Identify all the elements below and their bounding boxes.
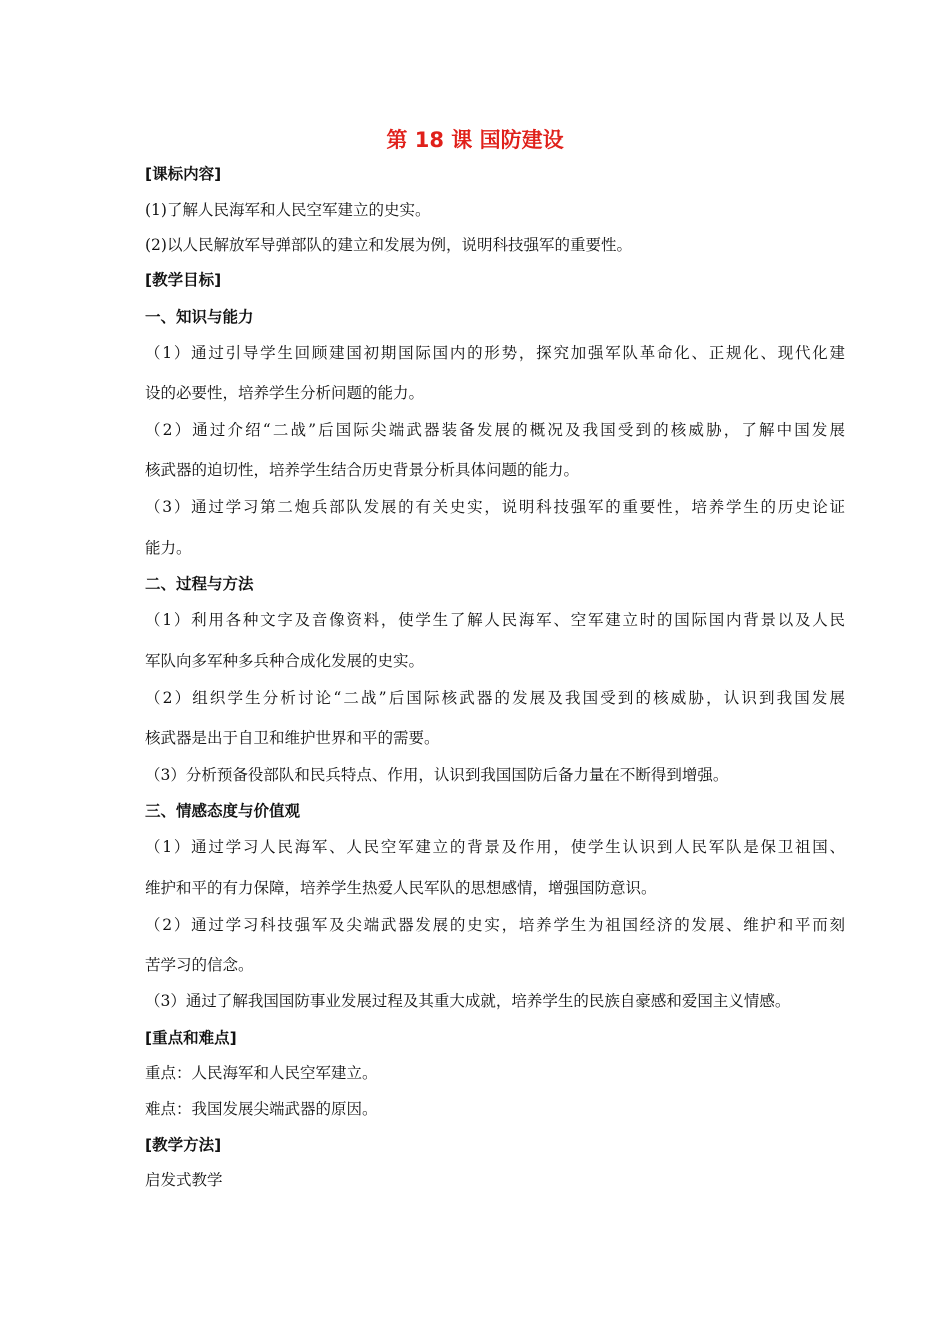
- values-item-3: （3）通过了解我国国防事业发展过程及其重大成就，培养学生的民族自豪感和爱国主义情感。: [145, 992, 791, 1010]
- subheading-knowledge: 一、知识与能力: [145, 308, 254, 326]
- lesson-title: 第 18 课 国防建设: [386, 128, 564, 152]
- values-item-2-line-1: （2）通过学习科技强军及尖端武器发展的史实，培养学生为祖国经济的发展、维护和平而刻: [145, 916, 845, 934]
- section-heading-method: [教学方法]: [145, 1136, 222, 1154]
- knowledge-item-3-line-1: （3）通过学习第二炮兵部队发展的有关史实，说明科技强军的重要性，培养学生的历史论证: [145, 498, 845, 516]
- values-item-1-line-1: （1）通过学习人民海军、人民空军建立的背景及作用，使学生认识到人民军队是保卫祖国、: [145, 838, 845, 856]
- section-heading-key-points: [重点和难点]: [145, 1029, 237, 1047]
- section-heading-objectives: [教学目标]: [145, 271, 222, 289]
- process-item-1-line-1: （1）利用各种文字及音像资料，使学生了解人民海军、空军建立时的国际国内背景以及人民: [145, 611, 845, 629]
- teaching-method: 启发式教学: [145, 1171, 223, 1189]
- values-item-2-line-2: 苦学习的信念。: [145, 956, 254, 974]
- knowledge-item-2-line-1: （2）通过介绍“二战”后国际尖端武器装备发展的概况及我国受到的核威胁，了解中国发展: [145, 421, 845, 439]
- subheading-process: 二、过程与方法: [145, 575, 254, 593]
- values-item-1-line-2: 维护和平的有力保障，培养学生热爱人民军队的思想感情，增强国防意识。: [145, 879, 657, 897]
- knowledge-item-2-line-2: 核武器的迫切性，培养学生结合历史背景分析具体问题的能力。: [145, 461, 580, 479]
- subheading-values: 三、情感态度与价值观: [145, 802, 301, 820]
- process-item-1-line-2: 军队向多军种多兵种合成化发展的史实。: [145, 652, 425, 670]
- process-item-2-line-2: 核武器是出于自卫和维护世界和平的需要。: [145, 729, 440, 747]
- difficult-point: 难点：我国发展尖端武器的原因。: [145, 1100, 378, 1118]
- curriculum-item-1: (1)了解人民海军和人民空军建立的史实。: [145, 201, 431, 219]
- key-point: 重点：人民海军和人民空军建立。: [145, 1064, 378, 1082]
- knowledge-item-1-line-2: 设的必要性，培养学生分析问题的能力。: [145, 384, 425, 402]
- curriculum-item-2: (2)以人民解放军导弹部队的建立和发展为例，说明科技强军的重要性。: [145, 236, 632, 254]
- process-item-3: （3）分析预备役部队和民兵特点、作用，认识到我国国防后备力量在不断得到增强。: [145, 766, 729, 784]
- knowledge-item-3-line-2: 能力。: [145, 539, 192, 557]
- process-item-2-line-1: （2）组织学生分析讨论“二战”后国际核武器的发展及我国受到的核威胁，认识到我国发展: [145, 689, 845, 707]
- section-heading-curriculum: [课标内容]: [145, 165, 222, 183]
- knowledge-item-1-line-1: （1）通过引导学生回顾建国初期国际国内的形势，探究加强军队革命化、正规化、现代化建: [145, 344, 845, 362]
